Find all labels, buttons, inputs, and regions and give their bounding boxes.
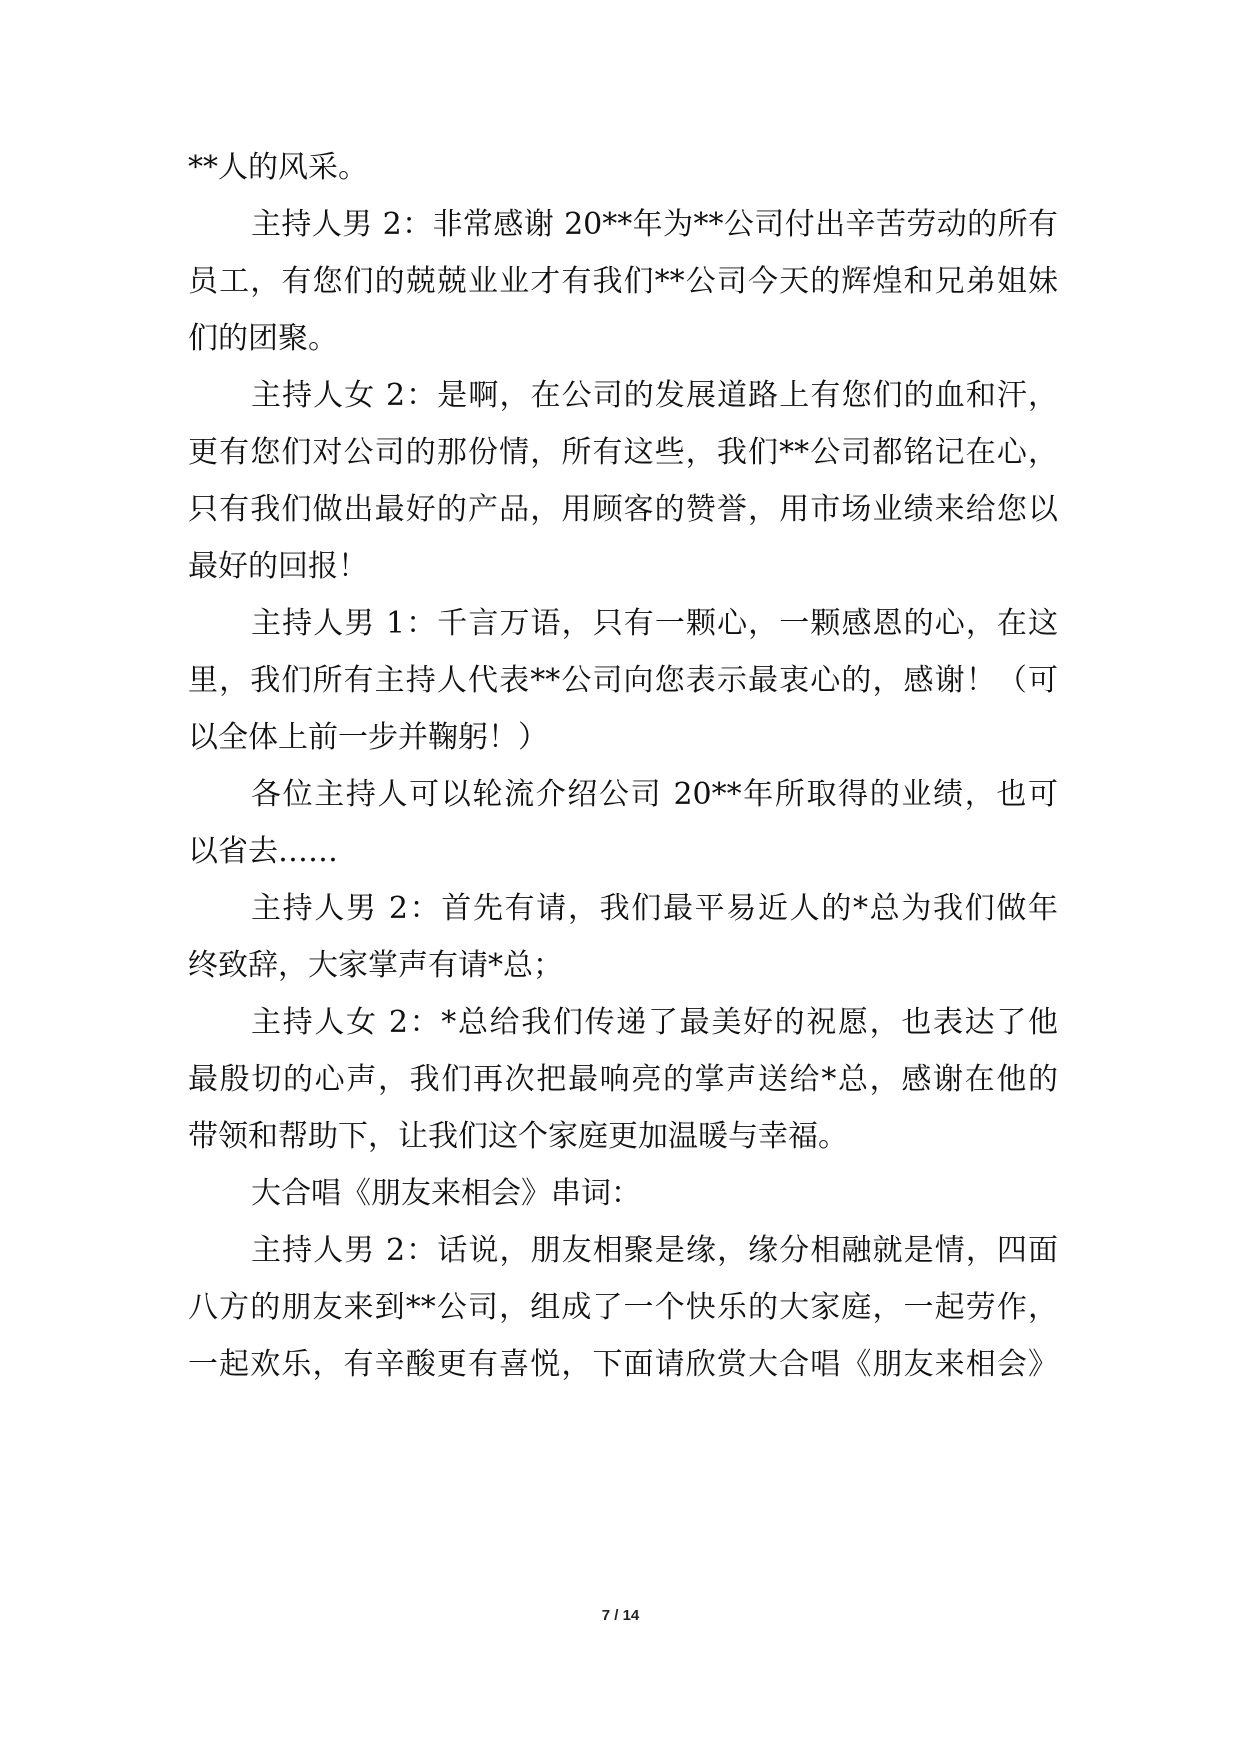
text-line: **人的风采。	[188, 150, 368, 185]
text-line: 各位主持人可以轮流介绍公司 20**年所取得的业绩，也可	[251, 777, 1058, 812]
text-line: 里，我们所有主持人代表**公司向您表示最衷心的，感谢！（可	[188, 663, 1058, 698]
text-line: 主持人女 2：是啊，在公司的发展道路上有您们的血和汗，	[251, 378, 1058, 413]
section-heading: 大合唱《朋友来相会》串词：	[251, 1176, 641, 1211]
text-line: 更有您们对公司的那份情，所有这些，我们**公司都铭记在心，	[188, 435, 1058, 470]
text-line: 主持人女 2：*总给我们传递了最美好的祝愿，也表达了他	[251, 1005, 1058, 1040]
text-line: 最好的回报！	[188, 549, 368, 584]
page-number: 7 / 14	[601, 1607, 640, 1624]
text-line: 员工，有您们的兢兢业业才有我们**公司今天的辉煌和兄弟姐妹	[188, 264, 1058, 299]
text-line: 一起欢乐，有辛酸更有喜悦，下面请欣赏大合唱《朋友来相会》	[188, 1347, 1058, 1382]
text-line: 主持人男 2：首先有请，我们最平易近人的*总为我们做年	[251, 891, 1058, 926]
text-line: 以全体上前一步并鞠躬！）	[188, 720, 548, 755]
text-line: 最殷切的心声，我们再次把最响亮的掌声送给*总，感谢在他的	[188, 1062, 1058, 1097]
text-line: 终致辞，大家掌声有请*总；	[188, 948, 563, 983]
text-line: 主持人男 1：千言万语，只有一颗心，一颗感恩的心，在这	[251, 606, 1058, 641]
text-line: 只有我们做出最好的产品，用顾客的赞誉，用市场业绩来给您以	[188, 492, 1058, 527]
text-line: 主持人男 2：话说，朋友相聚是缘，缘分相融就是情，四面	[251, 1233, 1058, 1268]
text-line: 八方的朋友来到**公司，组成了一个快乐的大家庭，一起劳作，	[188, 1290, 1058, 1325]
text-line: 带领和帮助下，让我们这个家庭更加温暖与幸福。	[188, 1119, 848, 1154]
text-line: 以省去……	[188, 834, 338, 869]
text-line: 们的团聚。	[188, 321, 338, 356]
text-line: 主持人男 2：非常感谢 20**年为**公司付出辛苦劳动的所有	[251, 207, 1058, 242]
